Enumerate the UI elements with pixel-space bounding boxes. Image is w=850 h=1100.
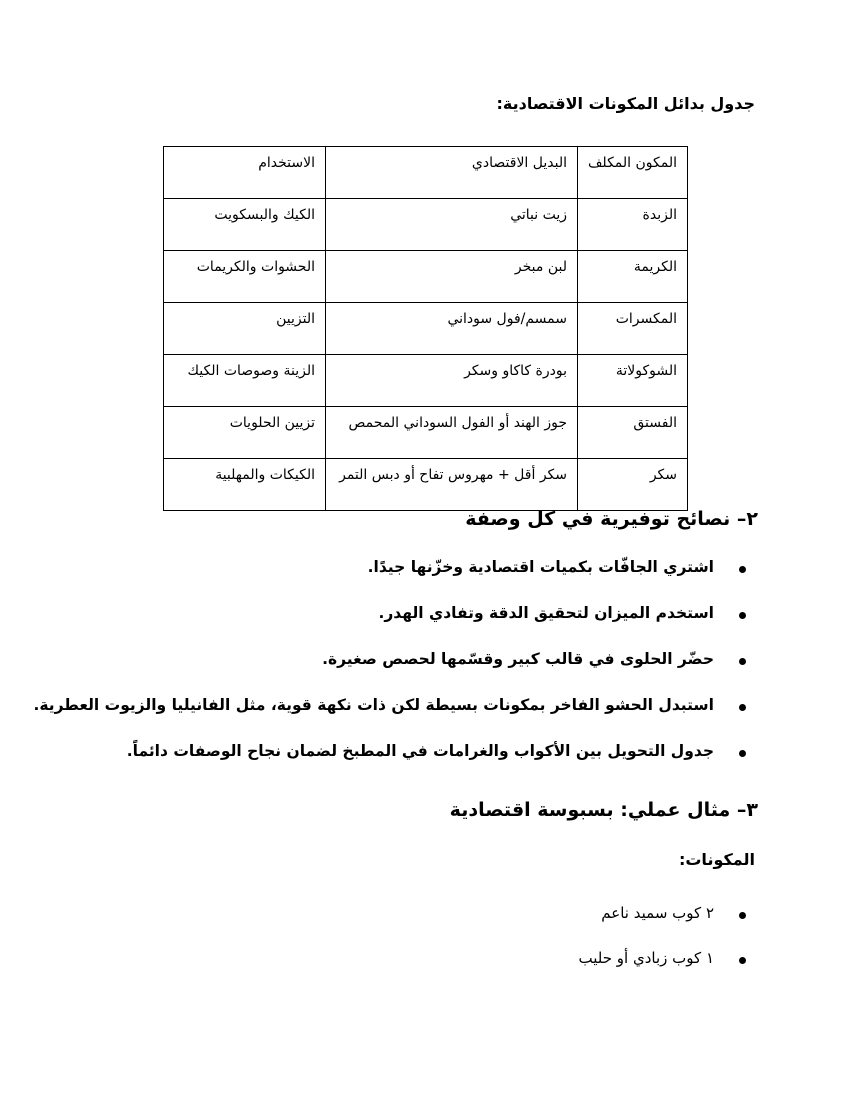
example-section-title: ٣– مثال عملي: بسبوسة اقتصادية [449, 799, 758, 821]
substitutes-table [163, 146, 688, 511]
list-item [579, 949, 746, 994]
table-row [164, 251, 688, 303]
table-cell-usage: الزينة وصوصات الكيك [164, 355, 326, 407]
table-row [164, 355, 688, 407]
ingredients-label: المكونات: [678, 850, 755, 869]
table-heading: جدول بدائل المكونات الاقتصادية: [496, 94, 755, 113]
table-cell-ingredient: الشوكولاتة [578, 355, 688, 407]
table-cell-substitute: جوز الهند أو الفول السوداني المحمص [326, 407, 578, 459]
tips-section-title: ٢– نصائح توفيرية في كل وصفة [465, 508, 758, 530]
list-item [579, 904, 746, 949]
header-cell-ingredient: المكون المكلف [578, 147, 688, 199]
list-item [34, 604, 746, 650]
bullet-icon [739, 704, 746, 711]
table-cell-usage: الحشوات والكريمات [164, 251, 326, 303]
bullet-icon [739, 957, 746, 964]
table-cell-ingredient: الزبدة [578, 199, 688, 251]
table-cell-substitute: زيت نباتي [326, 199, 578, 251]
ingredient-text: ٢ كوب سميد ناعم [601, 904, 714, 922]
table-cell-usage: الكيك والبسكويت [164, 199, 326, 251]
table-cell-ingredient: المكسرات [578, 303, 688, 355]
table-cell-substitute: سمسم/فول سوداني [326, 303, 578, 355]
table-cell-substitute: بودرة كاكاو وسكر [326, 355, 578, 407]
bullet-icon [739, 612, 746, 619]
table-header-row [164, 147, 688, 199]
table-cell-usage: الكيكات والمهلبية [164, 459, 326, 511]
tip-text: استخدم الميزان لتحقيق الدقة وتفادي الهدر. [378, 604, 714, 622]
tip-text: جدول التحويل بين الأكواب والغرامات في المطبخ لضمان نجاح الوصفات دائماً. [126, 742, 714, 760]
table-row [164, 459, 688, 511]
bullet-icon [739, 566, 746, 573]
header-cell-substitute: البديل الاقتصادي [326, 147, 578, 199]
tip-text: اشتري الجافّات بكميات اقتصادية وخزّنها جيدًا. [367, 558, 714, 576]
bullet-icon [739, 658, 746, 665]
table-row [164, 199, 688, 251]
list-item [34, 558, 746, 604]
header-cell-usage: الاستخدام [164, 147, 326, 199]
ingredient-text: ١ كوب زبادي أو حليب [578, 949, 714, 967]
tips-list [34, 558, 746, 788]
table-cell-ingredient: الكريمة [578, 251, 688, 303]
table-cell-ingredient: الفستق [578, 407, 688, 459]
substitutes-table-body [164, 147, 688, 511]
list-item [34, 696, 746, 742]
table-cell-usage: التزيين [164, 303, 326, 355]
list-item [34, 742, 746, 788]
tip-text: حضّر الحلوى في قالب كبير وقسّمها لحصص صغيرة. [322, 650, 714, 668]
table-row [164, 303, 688, 355]
bullet-icon [739, 750, 746, 757]
ingredients-list [579, 904, 746, 994]
table-cell-substitute: لبن مبخر [326, 251, 578, 303]
table-cell-ingredient: سكر [578, 459, 688, 511]
list-item [34, 650, 746, 696]
bullet-icon [739, 912, 746, 919]
table-row [164, 407, 688, 459]
tip-text: استبدل الحشو الفاخر بمكونات بسيطة لكن ذات نكهة قوية، مثل الفانيليا والزيوت العطرية. [33, 696, 714, 714]
table-cell-substitute: سكر أقل + مهروس تفاح أو دبس التمر [326, 459, 578, 511]
table-cell-usage: تزيين الحلويات [164, 407, 326, 459]
